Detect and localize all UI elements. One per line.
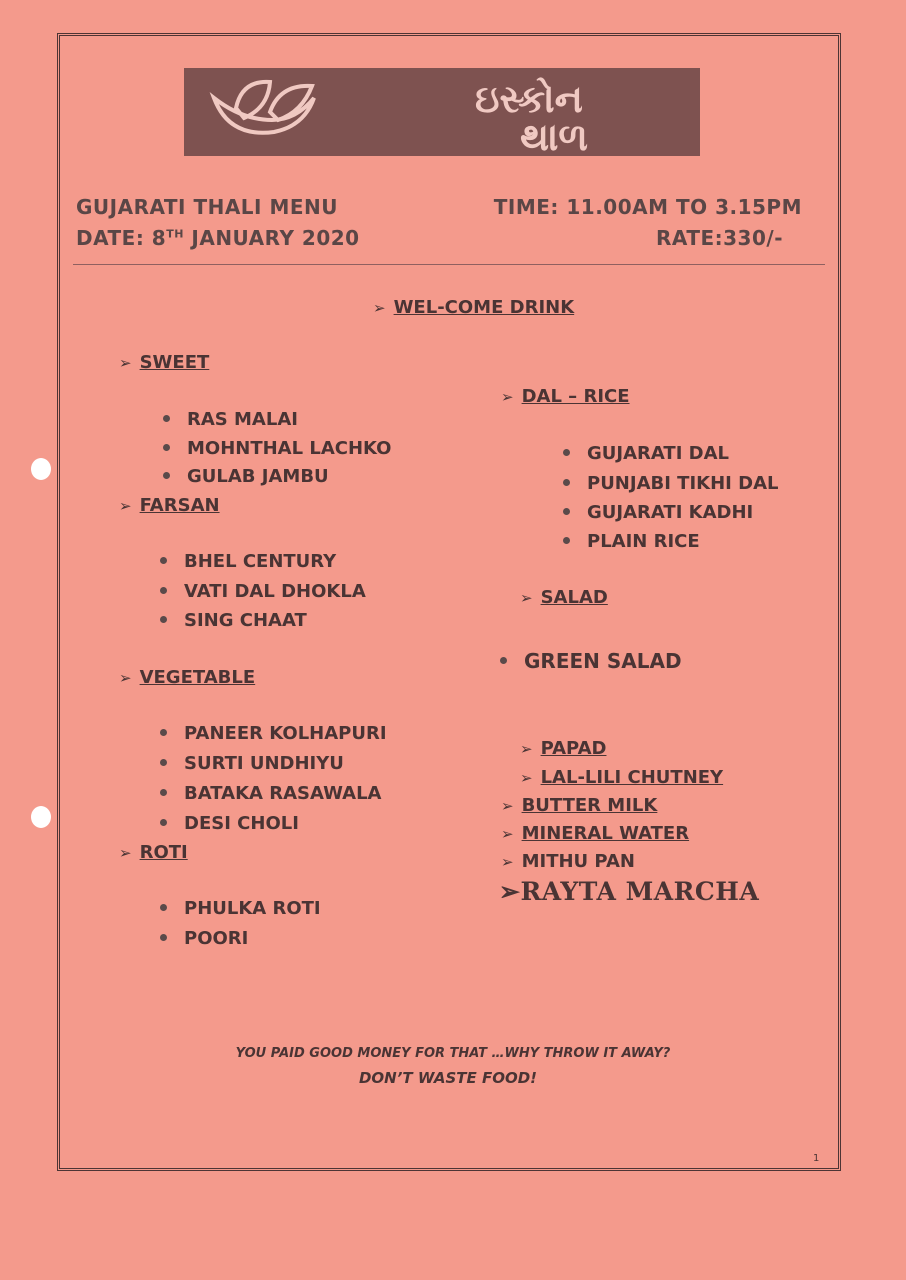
thali-rate: RATE:330/- xyxy=(656,226,783,250)
date-rest: JANUARY 2020 xyxy=(183,226,360,250)
list-item xyxy=(160,581,366,602)
section-welcome-drink xyxy=(373,297,574,318)
bullet-icon xyxy=(163,415,170,422)
section-title: MITHU PAN xyxy=(521,851,635,872)
bullet-icon xyxy=(160,759,167,766)
item-label: RAS MALAI xyxy=(187,409,298,430)
section-title: SALAD xyxy=(540,587,608,608)
menu-title: GUJARATI THALI MENU xyxy=(76,195,338,219)
item-label: GULAB JAMBU xyxy=(187,466,329,487)
section-title: MINERAL WATER xyxy=(521,823,690,844)
logo-line-1: ઇસ્કોન xyxy=(475,77,583,121)
section-title: VEGETABLE xyxy=(139,667,256,688)
arrow-bullet-icon: ➢ xyxy=(501,797,514,815)
bullet-icon xyxy=(160,729,167,736)
section-vegetable xyxy=(119,667,255,688)
bullet-icon xyxy=(163,444,170,451)
bullet-icon xyxy=(563,537,570,544)
list-item xyxy=(160,753,344,774)
bullet-icon xyxy=(160,557,167,564)
footer-slogan: DON’T WASTE FOOD! xyxy=(358,1069,538,1087)
item-label: PUNJABI TIKHI DAL xyxy=(587,473,779,494)
date-prefix: DATE: 8 xyxy=(76,226,167,250)
bullet-icon xyxy=(160,587,167,594)
section-title: DAL – RICE xyxy=(521,386,630,407)
bullet-icon xyxy=(160,819,167,826)
menu-date xyxy=(76,226,360,250)
arrow-bullet-icon: ➢ xyxy=(520,769,533,787)
item-label: MOHNTHAL LACHKO xyxy=(187,438,392,459)
list-item xyxy=(563,502,753,523)
bullet-icon xyxy=(563,449,570,456)
list-item xyxy=(160,723,387,744)
page-number: 1 xyxy=(813,1153,820,1164)
bullet-icon xyxy=(500,657,507,664)
list-item xyxy=(563,473,778,494)
punch-hole-bottom xyxy=(31,806,51,828)
bullet-icon xyxy=(160,616,167,623)
section-roti xyxy=(119,842,188,863)
item-label: GUJARATI DAL xyxy=(587,443,729,464)
item-label: PLAIN RICE xyxy=(587,531,700,552)
item-label: PHULKA ROTI xyxy=(184,898,321,919)
special-label: RAYTA MARCHA xyxy=(520,877,760,906)
list-item xyxy=(160,928,248,949)
list-item xyxy=(163,466,329,487)
item-label: VATI DAL DHOKLA xyxy=(184,581,366,602)
bullet-icon xyxy=(163,472,170,479)
section-title: SWEET xyxy=(139,352,210,373)
item-label: SURTI UNDHIYU xyxy=(184,753,344,774)
date-suffix: TH xyxy=(166,227,184,241)
footer-message: YOU PAID GOOD MONEY FOR THAT …WHY THROW IT AWAY? xyxy=(235,1046,671,1061)
list-item xyxy=(163,409,298,430)
extra-papad xyxy=(520,738,606,759)
extra-mineral-water xyxy=(501,823,689,844)
bullet-icon xyxy=(160,934,167,941)
arrow-bullet-icon: ➢ xyxy=(499,877,521,906)
item-label: BATAKA RASAWALA xyxy=(184,783,382,804)
extra-butter-milk xyxy=(501,795,657,816)
arrow-bullet-icon: ➢ xyxy=(501,388,514,406)
bullet-icon xyxy=(563,508,570,515)
arrow-bullet-icon: ➢ xyxy=(520,589,533,607)
extra-mithu-pan xyxy=(501,851,635,872)
list-item xyxy=(563,531,700,552)
list-item xyxy=(160,610,307,631)
item-label: BHEL CENTURY xyxy=(184,551,337,572)
arrow-bullet-icon: ➢ xyxy=(520,740,533,758)
section-dal-rice xyxy=(501,386,630,407)
logo-line-2: થાળ xyxy=(519,115,589,156)
item-label: SING CHAAT xyxy=(184,610,307,631)
list-item xyxy=(160,783,381,804)
header-divider xyxy=(73,264,825,265)
section-farsan xyxy=(119,495,220,516)
item-label: PANEER KOLHAPURI xyxy=(184,723,387,744)
section-title: PAPAD xyxy=(540,738,607,759)
list-item xyxy=(163,438,391,459)
section-title: WEL-COME DRINK xyxy=(393,297,575,318)
arrow-bullet-icon: ➢ xyxy=(119,669,132,687)
extra-chutney xyxy=(520,767,723,788)
item-label: POORI xyxy=(184,928,249,949)
special-item xyxy=(499,877,759,906)
item-label: GREEN SALAD xyxy=(524,649,682,673)
arrow-bullet-icon: ➢ xyxy=(119,844,132,862)
section-salad xyxy=(520,587,608,608)
bullet-icon xyxy=(160,789,167,796)
punch-hole-top xyxy=(31,458,51,480)
bullet-icon xyxy=(160,904,167,911)
section-title: ROTI xyxy=(139,842,188,863)
section-title: LAL-LILI CHUTNEY xyxy=(540,767,724,788)
list-item xyxy=(500,649,682,673)
list-item xyxy=(160,813,299,834)
leaves-icon xyxy=(184,68,700,156)
arrow-bullet-icon: ➢ xyxy=(501,853,514,871)
section-title: BUTTER MILK xyxy=(521,795,658,816)
list-item xyxy=(160,551,336,572)
bullet-icon xyxy=(563,479,570,486)
item-label: DESI CHOLI xyxy=(184,813,299,834)
logo-banner xyxy=(184,68,700,156)
section-title: FARSAN xyxy=(139,495,220,516)
arrow-bullet-icon: ➢ xyxy=(119,354,132,372)
section-sweet xyxy=(119,352,209,373)
arrow-bullet-icon: ➢ xyxy=(119,497,132,515)
list-item xyxy=(160,898,321,919)
arrow-bullet-icon: ➢ xyxy=(501,825,514,843)
list-item xyxy=(563,443,729,464)
item-label: GUJARATI KADHI xyxy=(587,502,754,523)
serving-time: TIME: 11.00AM TO 3.15PM xyxy=(493,195,802,219)
arrow-bullet-icon: ➢ xyxy=(373,299,386,317)
